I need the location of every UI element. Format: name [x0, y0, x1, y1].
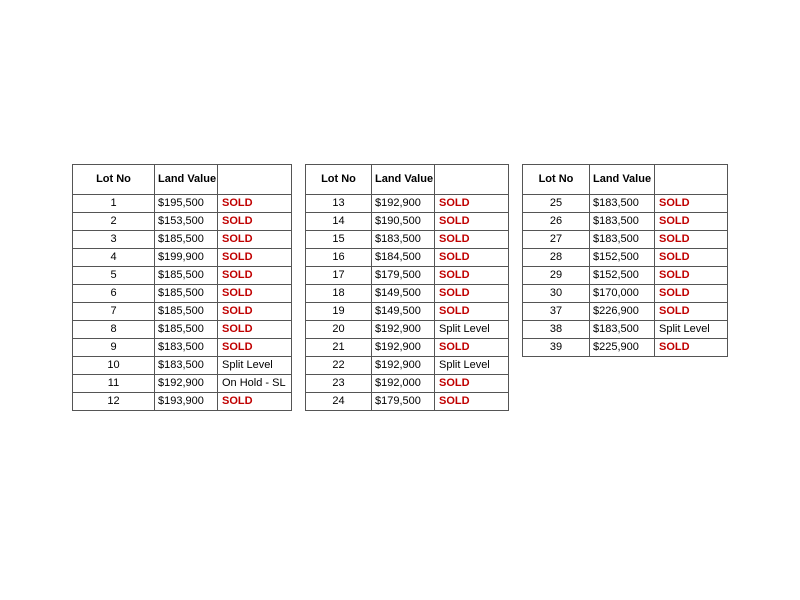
- status-cell: SOLD: [218, 393, 292, 411]
- status-header: [218, 165, 292, 195]
- table-row: [73, 195, 292, 213]
- status-cell: SOLD: [218, 213, 292, 231]
- table-row: [73, 393, 292, 411]
- status-cell: SOLD: [218, 231, 292, 249]
- lot-number-cell: 13: [306, 195, 372, 213]
- status-cell: SOLD: [655, 213, 728, 231]
- lot-number-cell: 14: [306, 213, 372, 231]
- status-cell: SOLD: [435, 249, 509, 267]
- lot-number-cell: 6: [73, 285, 155, 303]
- lot-no-header: Lot No: [306, 165, 372, 195]
- status-cell: Split Level: [435, 321, 509, 339]
- lot-no-header: Lot No: [73, 165, 155, 195]
- table-row: [306, 357, 509, 375]
- table-row: [73, 231, 292, 249]
- table-row: [73, 357, 292, 375]
- table-row: [306, 393, 509, 411]
- land-value-cell: $225,900: [590, 339, 655, 357]
- status-header: [655, 165, 728, 195]
- lot-number-cell: 5: [73, 267, 155, 285]
- table-row: [306, 213, 509, 231]
- land-value-cell: $183,500: [590, 213, 655, 231]
- lot-number-cell: 30: [523, 285, 590, 303]
- table-row: [306, 321, 509, 339]
- status-cell: SOLD: [435, 231, 509, 249]
- status-cell: On Hold - SL: [218, 375, 292, 393]
- table-row: [306, 231, 509, 249]
- header-row: [523, 165, 728, 195]
- table-row: [306, 375, 509, 393]
- lot-number-cell: 11: [73, 375, 155, 393]
- lot-number-cell: 21: [306, 339, 372, 357]
- land-value-cell: $185,500: [155, 285, 218, 303]
- table-row: [73, 285, 292, 303]
- table-row: [523, 195, 728, 213]
- table-row: [523, 303, 728, 321]
- land-value-cell: $185,500: [155, 303, 218, 321]
- table-row: [523, 231, 728, 249]
- land-value-cell: $185,500: [155, 231, 218, 249]
- land-value-cell: $183,500: [590, 231, 655, 249]
- lot-number-cell: 19: [306, 303, 372, 321]
- table-row: [73, 321, 292, 339]
- status-cell: SOLD: [435, 339, 509, 357]
- land-value-cell: $199,900: [155, 249, 218, 267]
- status-cell: SOLD: [655, 267, 728, 285]
- table-row: [306, 285, 509, 303]
- lot-number-cell: 17: [306, 267, 372, 285]
- lot-number-cell: 15: [306, 231, 372, 249]
- lot-number-cell: 4: [73, 249, 155, 267]
- lot-number-cell: 2: [73, 213, 155, 231]
- lot-number-cell: 38: [523, 321, 590, 339]
- land-value-cell: $184,500: [372, 249, 435, 267]
- header-row: [73, 165, 292, 195]
- lot-number-cell: 8: [73, 321, 155, 339]
- status-cell: SOLD: [655, 195, 728, 213]
- lot-number-cell: 7: [73, 303, 155, 321]
- land-value-cell: $192,900: [372, 339, 435, 357]
- table-row: [73, 303, 292, 321]
- land-value-cell: $153,500: [155, 213, 218, 231]
- land-value-cell: $185,500: [155, 267, 218, 285]
- land-value-cell: $149,500: [372, 285, 435, 303]
- lot-table-2: [305, 164, 509, 411]
- land-value-header: Land Value: [590, 165, 655, 195]
- lot-number-cell: 29: [523, 267, 590, 285]
- land-value-cell: $192,900: [372, 357, 435, 375]
- land-value-cell: $183,500: [372, 231, 435, 249]
- table-row: [73, 267, 292, 285]
- land-value-cell: $183,500: [155, 357, 218, 375]
- table-row: [73, 375, 292, 393]
- land-value-cell: $179,500: [372, 267, 435, 285]
- lot-number-cell: 20: [306, 321, 372, 339]
- status-cell: SOLD: [655, 231, 728, 249]
- status-cell: SOLD: [435, 285, 509, 303]
- status-cell: SOLD: [655, 285, 728, 303]
- table-row: [73, 213, 292, 231]
- land-value-cell: $192,900: [372, 321, 435, 339]
- status-cell: SOLD: [435, 267, 509, 285]
- land-value-cell: $190,500: [372, 213, 435, 231]
- table-row: [306, 267, 509, 285]
- land-value-cell: $183,500: [590, 195, 655, 213]
- lot-number-cell: 18: [306, 285, 372, 303]
- status-cell: SOLD: [218, 339, 292, 357]
- land-value-cell: $183,500: [155, 339, 218, 357]
- status-cell: SOLD: [655, 303, 728, 321]
- status-cell: Split Level: [435, 357, 509, 375]
- status-cell: SOLD: [435, 195, 509, 213]
- lot-number-cell: 10: [73, 357, 155, 375]
- lot-number-cell: 12: [73, 393, 155, 411]
- table-row: [523, 249, 728, 267]
- table-row: [523, 285, 728, 303]
- land-value-header: Land Value: [155, 165, 218, 195]
- status-cell: SOLD: [218, 195, 292, 213]
- status-cell: SOLD: [655, 249, 728, 267]
- table-row: [523, 321, 728, 339]
- status-cell: Split Level: [655, 321, 728, 339]
- header-row: [306, 165, 509, 195]
- lot-number-cell: 37: [523, 303, 590, 321]
- table-row: [73, 249, 292, 267]
- status-header: [435, 165, 509, 195]
- table-row: [523, 213, 728, 231]
- table-row: [523, 267, 728, 285]
- lot-no-header: Lot No: [523, 165, 590, 195]
- lot-table-1: [72, 164, 292, 411]
- land-value-cell: $195,500: [155, 195, 218, 213]
- table-row: [306, 303, 509, 321]
- lot-number-cell: 22: [306, 357, 372, 375]
- lot-number-cell: 24: [306, 393, 372, 411]
- land-value-cell: $152,500: [590, 249, 655, 267]
- status-cell: SOLD: [435, 213, 509, 231]
- lot-number-cell: 28: [523, 249, 590, 267]
- status-cell: Split Level: [218, 357, 292, 375]
- table-row: [306, 195, 509, 213]
- land-value-cell: $170,000: [590, 285, 655, 303]
- lot-number-cell: 16: [306, 249, 372, 267]
- land-value-cell: $193,900: [155, 393, 218, 411]
- status-cell: SOLD: [218, 249, 292, 267]
- status-cell: SOLD: [435, 375, 509, 393]
- land-value-cell: $192,900: [155, 375, 218, 393]
- land-value-cell: $183,500: [590, 321, 655, 339]
- status-cell: SOLD: [218, 321, 292, 339]
- lot-number-cell: 26: [523, 213, 590, 231]
- land-value-header: Land Value: [372, 165, 435, 195]
- land-value-cell: $192,900: [372, 195, 435, 213]
- table-row: [306, 339, 509, 357]
- table-row: [523, 339, 728, 357]
- land-value-cell: $226,900: [590, 303, 655, 321]
- land-value-cell: $179,500: [372, 393, 435, 411]
- land-value-cell: $192,000: [372, 375, 435, 393]
- status-cell: SOLD: [435, 303, 509, 321]
- status-cell: SOLD: [218, 285, 292, 303]
- lot-number-cell: 23: [306, 375, 372, 393]
- lot-number-cell: 9: [73, 339, 155, 357]
- land-value-cell: $149,500: [372, 303, 435, 321]
- table-row: [73, 339, 292, 357]
- status-cell: SOLD: [218, 267, 292, 285]
- lot-number-cell: 1: [73, 195, 155, 213]
- lot-number-cell: 39: [523, 339, 590, 357]
- lot-number-cell: 27: [523, 231, 590, 249]
- lot-number-cell: 25: [523, 195, 590, 213]
- lot-number-cell: 3: [73, 231, 155, 249]
- land-value-cell: $185,500: [155, 321, 218, 339]
- land-value-cell: $152,500: [590, 267, 655, 285]
- status-cell: SOLD: [655, 339, 728, 357]
- status-cell: SOLD: [218, 303, 292, 321]
- status-cell: SOLD: [435, 393, 509, 411]
- lot-table-3: [522, 164, 728, 357]
- table-row: [306, 249, 509, 267]
